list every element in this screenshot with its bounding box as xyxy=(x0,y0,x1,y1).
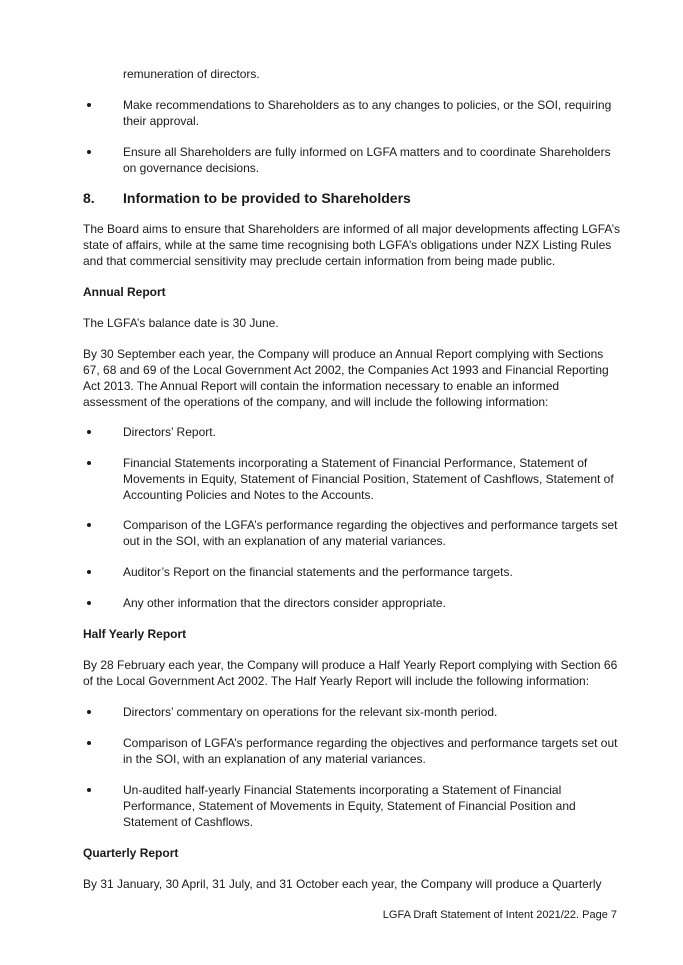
bullet-icon xyxy=(87,710,91,714)
list-item-text: Financial Statements incorporating a Statement of Financial Performance, Statement of Movements in Equity, Statement of Financial Position, Statement of Cashflows, Statement of Accounting Policies and Notes to the Accounts. xyxy=(123,456,614,502)
bullet-icon xyxy=(87,103,91,107)
bullet-icon xyxy=(87,741,91,745)
bullet-icon xyxy=(87,570,91,574)
section-number: 8. xyxy=(83,190,95,206)
bullet-icon xyxy=(87,788,91,792)
bullet-icon xyxy=(87,430,91,434)
list-item-text: Make recommendations to Shareholders as to any changes to policies, or the SOI, requiring their approval. xyxy=(123,98,612,128)
list-item-text: Ensure all Shareholders are fully informed on LGFA matters and to coordinate Shareholders on governance decisions. xyxy=(123,145,611,175)
quarterly-report-intro: By 31 January, 30 April, 31 July, and 31 October each year, the Company will produce a Quarterly xyxy=(83,877,602,891)
annual-report-intro: By 30 September each year, the Company will produce an Annual Report complying with Sections 67, 68 and 69 of the Local Government Act 2002, the Companies Act 1993 and Financial Reporting Act 2013. The Annual Report will contain the information necessary to enable an informed assessment of the operations of the company, and will include the following information: xyxy=(83,347,609,409)
list-item-text: Directors’ commentary on operations for the relevant six-month period. xyxy=(123,705,498,719)
bullet-icon xyxy=(87,461,91,465)
list-item-text: Auditor’s Report on the financial statements and the performance targets. xyxy=(123,565,513,579)
bullet-icon xyxy=(87,150,91,154)
annual-report-heading: Annual Report xyxy=(83,285,166,299)
list-item-text: Any other information that the directors consider appropriate. xyxy=(123,596,446,610)
intro-continuation: remuneration of directors. xyxy=(123,67,260,81)
bullet-icon xyxy=(87,601,91,605)
list-item-text: Un-audited half-yearly Financial Statements incorporating a Statement of Financial Performance, Statement of Movements in Equity, Statement of Financial Position and Statement of Cashflows. xyxy=(123,783,576,829)
section-title: Information to be provided to Shareholders xyxy=(123,190,411,206)
bullet-icon xyxy=(87,523,91,527)
half-yearly-report-heading: Half Yearly Report xyxy=(83,627,187,641)
list-item-text: Comparison of the LGFA’s performance regarding the objectives and performance targets set out in the SOI, with an explanation of any material variances. xyxy=(123,518,618,548)
list-item-text: Comparison of LGFA’s performance regarding the objectives and performance targets set out in the SOI, with an explanation of any material variances. xyxy=(123,736,618,766)
list-item-text: Directors’ Report. xyxy=(123,425,216,439)
quarterly-report-heading: Quarterly Report xyxy=(83,846,179,860)
section-intro: The Board aims to ensure that Shareholders are informed of all major developments affecting LGFA’s state of affairs, while at the same time recognising both LGFA’s obligations under NZX Listing Rules and that commercial sensitivity may preclude certain information from being made public. xyxy=(83,222,620,268)
page-footer: LGFA Draft Statement of Intent 2021/22. Page 7 xyxy=(382,909,617,921)
balance-date-text: The LGFA’s balance date is 30 June. xyxy=(83,316,279,330)
half-yearly-report-intro: By 28 February each year, the Company will produce a Half Yearly Report complying with Section 66 of the Local Government Act 2002. The Half Yearly Report will include the following information: xyxy=(83,658,618,688)
